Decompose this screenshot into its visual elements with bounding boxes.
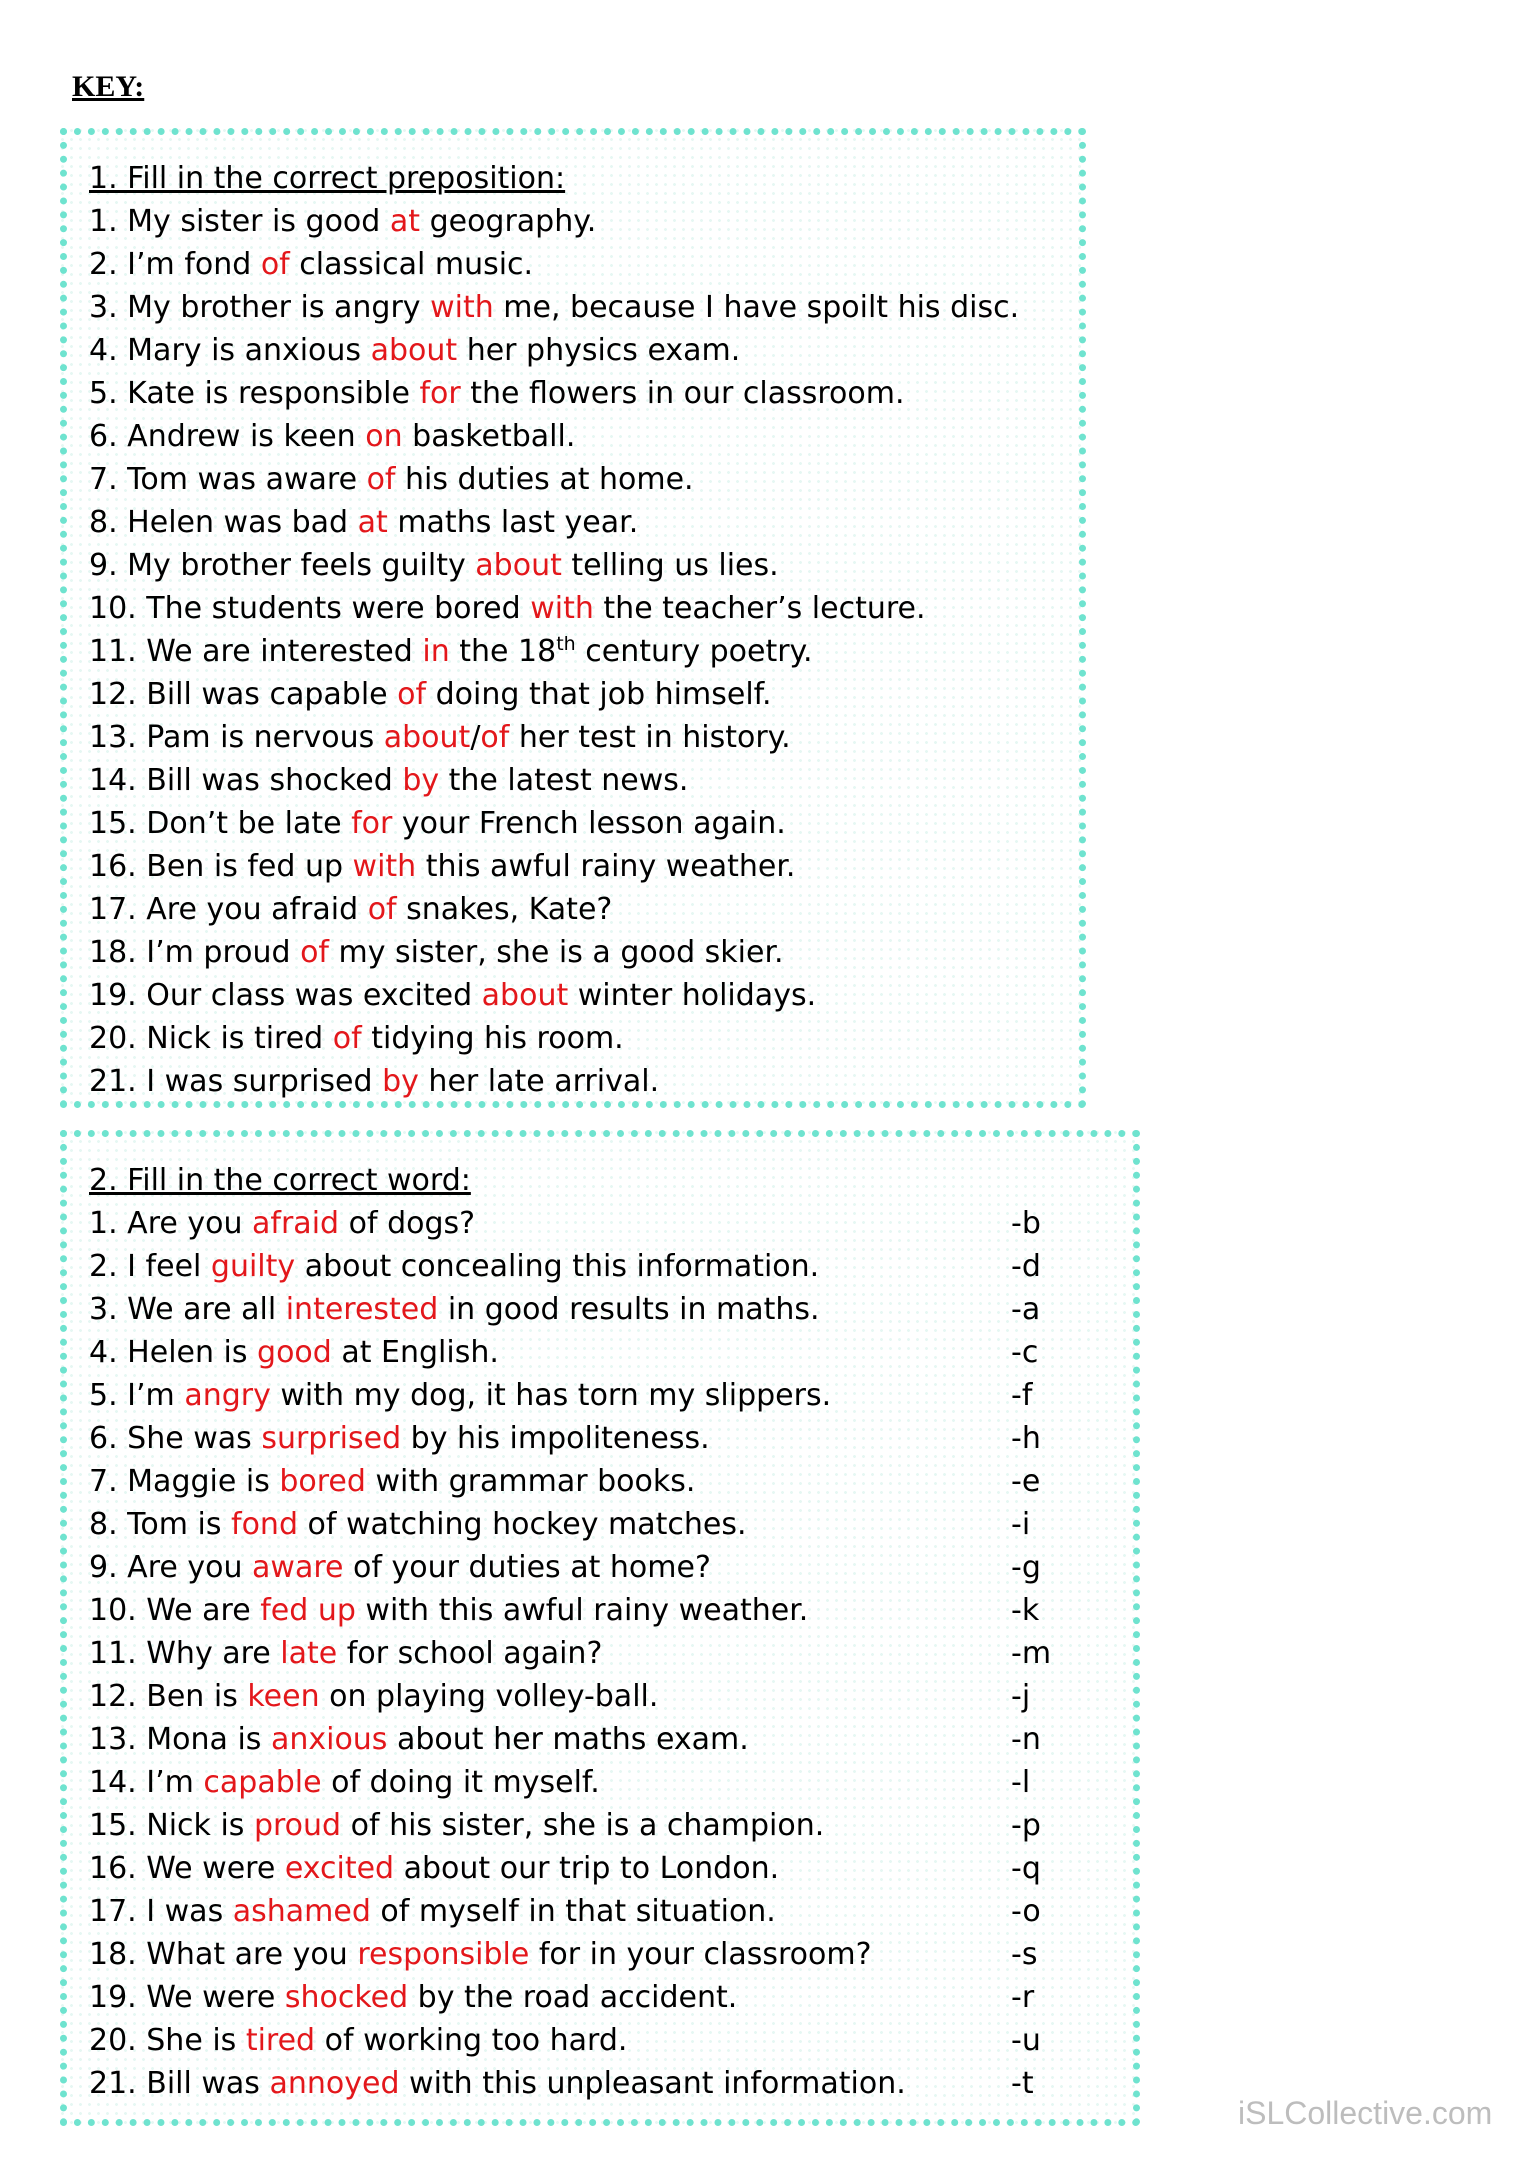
answer-word: at bbox=[357, 505, 388, 540]
answer-word: angry bbox=[184, 1378, 271, 1413]
item-text-after: your French lesson again. bbox=[392, 806, 786, 841]
preposition-answer-list bbox=[89, 200, 1079, 1103]
answer-word: afraid bbox=[252, 1206, 340, 1241]
list-item bbox=[89, 1060, 1079, 1103]
list-item bbox=[89, 1245, 1133, 1288]
list-item bbox=[89, 1804, 1133, 1847]
preposition-exercise-box bbox=[60, 128, 1086, 1108]
answer-word: of bbox=[367, 892, 397, 927]
item-number: 13. bbox=[89, 720, 137, 755]
item-number: 5. bbox=[89, 376, 118, 411]
item-text-after: in good results in maths. bbox=[438, 1292, 820, 1327]
item-text-after: by the road accident. bbox=[408, 1980, 738, 2015]
item-text-before: Are you bbox=[127, 1206, 253, 1241]
ordinal-suffix: th bbox=[556, 633, 576, 655]
list-item bbox=[89, 1017, 1079, 1060]
answer-word: interested bbox=[285, 1292, 439, 1327]
list-item bbox=[89, 845, 1079, 888]
item-text-before: Bill was shocked bbox=[146, 763, 403, 798]
item-number: 16. bbox=[89, 1851, 137, 1886]
list-item bbox=[89, 1331, 1133, 1374]
answer-word: capable bbox=[203, 1765, 322, 1800]
item-text-before: Tom is bbox=[127, 1507, 232, 1542]
item-number: 11. bbox=[89, 1636, 137, 1671]
answer-word: guilty bbox=[210, 1249, 296, 1284]
item-text-after: classical music. bbox=[289, 247, 534, 282]
match-code: -m bbox=[1011, 1636, 1052, 1671]
section2-heading: 2. Fill in the correct word: bbox=[89, 1163, 471, 1198]
item-text-after: doing that job himself. bbox=[426, 677, 772, 712]
item-text-before: Don’t be late bbox=[146, 806, 352, 841]
list-item bbox=[89, 1933, 1133, 1976]
answer-word: about bbox=[481, 978, 569, 1013]
answer-word: bored bbox=[279, 1464, 366, 1499]
answer-word: late bbox=[280, 1636, 338, 1671]
list-item bbox=[89, 759, 1079, 802]
item-text-before: My brother is angry bbox=[127, 290, 431, 325]
list-item bbox=[89, 802, 1079, 845]
list-item bbox=[89, 1460, 1133, 1503]
item-text-after: maths last year. bbox=[387, 505, 639, 540]
answer-word: proud bbox=[253, 1808, 342, 1843]
item-number: 20. bbox=[89, 1021, 137, 1056]
match-code: -c bbox=[1011, 1335, 1039, 1370]
answer-word-alt: of bbox=[480, 720, 510, 755]
item-number: 1. bbox=[89, 1206, 118, 1241]
match-code: -b bbox=[1011, 1206, 1041, 1241]
answer-word: aware bbox=[252, 1550, 344, 1585]
item-text-after: of his sister, she is a champion. bbox=[341, 1808, 825, 1843]
item-number: 7. bbox=[89, 462, 118, 497]
list-item bbox=[89, 329, 1079, 372]
item-text-after: her late arrival. bbox=[418, 1064, 660, 1099]
answer-word: shocked bbox=[284, 1980, 409, 2015]
match-code: -t bbox=[1011, 2066, 1034, 2101]
list-item bbox=[89, 1847, 1133, 1890]
item-number: 6. bbox=[89, 1421, 118, 1456]
item-text-after: about concealing this information. bbox=[295, 1249, 820, 1284]
list-item bbox=[89, 2019, 1133, 2062]
item-text-before: Helen was bad bbox=[127, 505, 358, 540]
item-text-after: of myself in that situation. bbox=[370, 1894, 776, 1929]
item-text-before: We were bbox=[146, 1980, 285, 2015]
item-number: 18. bbox=[89, 1937, 137, 1972]
item-text-before: Helen is bbox=[127, 1335, 258, 1370]
answer-word: for bbox=[419, 376, 461, 411]
item-text-before: I was surprised bbox=[146, 1064, 383, 1099]
item-number: 20. bbox=[89, 2023, 137, 2058]
item-number: 2. bbox=[89, 247, 118, 282]
answer-word: of bbox=[366, 462, 396, 497]
answer-word: about bbox=[383, 720, 471, 755]
list-item bbox=[89, 630, 1079, 673]
item-text-after: at English. bbox=[331, 1335, 499, 1370]
word-answer-list bbox=[89, 1202, 1133, 2105]
item-text-after: his duties at home. bbox=[395, 462, 694, 497]
item-number: 10. bbox=[89, 1593, 137, 1628]
answer-word: with bbox=[530, 591, 594, 626]
item-text-after: about our trip to London. bbox=[394, 1851, 780, 1886]
answer-word: fond bbox=[231, 1507, 298, 1542]
item-text-after: with this awful rainy weather. bbox=[355, 1593, 809, 1628]
item-text-before: What are you bbox=[146, 1937, 358, 1972]
item-text-before: Ben is bbox=[146, 1679, 248, 1714]
item-text-after: about her maths exam. bbox=[387, 1722, 749, 1757]
match-code: -h bbox=[1011, 1421, 1041, 1456]
item-number: 12. bbox=[89, 677, 137, 712]
list-item bbox=[89, 716, 1079, 759]
item-text-before: I feel bbox=[127, 1249, 211, 1284]
answer-word: by bbox=[382, 1064, 419, 1099]
item-text-after: with grammar books. bbox=[365, 1464, 696, 1499]
item-text-before: Kate is responsible bbox=[127, 376, 420, 411]
list-item bbox=[89, 1589, 1133, 1632]
list-item bbox=[89, 1503, 1133, 1546]
answer-word: of bbox=[397, 677, 427, 712]
item-text-after: of your duties at home? bbox=[343, 1550, 711, 1585]
answer-word: at bbox=[389, 204, 421, 239]
answer-word: tired bbox=[245, 2023, 316, 2058]
item-text-after: snakes, Kate? bbox=[396, 892, 613, 927]
item-text-after: by his impoliteness. bbox=[401, 1421, 710, 1456]
item-number: 7. bbox=[89, 1464, 118, 1499]
item-number: 18. bbox=[89, 935, 137, 970]
item-text-after: the 18 bbox=[449, 634, 557, 669]
item-number: 9. bbox=[89, 548, 118, 583]
match-code: -e bbox=[1011, 1464, 1041, 1499]
answer-word: of bbox=[300, 935, 329, 970]
item-text-before: I was bbox=[146, 1894, 233, 1929]
item-text-before: I’m bbox=[146, 1765, 204, 1800]
item-text-after: telling us lies. bbox=[561, 548, 779, 583]
answer-word: for bbox=[351, 806, 393, 841]
item-text-before: Mona is bbox=[146, 1722, 271, 1757]
item-number: 3. bbox=[89, 1292, 118, 1327]
list-item bbox=[89, 1202, 1133, 1245]
item-number: 10. bbox=[89, 591, 137, 626]
match-code: -o bbox=[1011, 1894, 1041, 1929]
item-text-before: I’m fond bbox=[127, 247, 261, 282]
word-exercise-box bbox=[60, 1130, 1140, 2126]
answer-word: surprised bbox=[261, 1421, 402, 1456]
item-text-before: Maggie is bbox=[127, 1464, 280, 1499]
item-text-before: Why are bbox=[146, 1636, 281, 1671]
list-item bbox=[89, 501, 1079, 544]
item-text-after: of watching hockey matches. bbox=[298, 1507, 747, 1542]
item-number: 21. bbox=[89, 2066, 137, 2101]
item-text-end: century poetry. bbox=[575, 634, 813, 669]
list-item bbox=[89, 1890, 1133, 1933]
item-text-after: for school again? bbox=[337, 1636, 603, 1671]
list-item bbox=[89, 286, 1079, 329]
item-text-after: the teacher’s lecture. bbox=[593, 591, 926, 626]
list-item bbox=[89, 1546, 1133, 1589]
match-code: -s bbox=[1011, 1937, 1038, 1972]
list-item bbox=[89, 888, 1079, 931]
match-code: -g bbox=[1011, 1550, 1041, 1585]
answer-word: of bbox=[260, 247, 290, 282]
answer-word: ashamed bbox=[232, 1894, 371, 1929]
item-text-after: her physics exam. bbox=[457, 333, 741, 368]
item-text-after: my sister, she is a good skier. bbox=[329, 935, 784, 970]
item-text-after: with this unpleasant information. bbox=[399, 2066, 906, 2101]
list-item bbox=[89, 243, 1079, 286]
item-text-after: me, because I have spoilt his disc. bbox=[493, 290, 1020, 325]
answer-word: by bbox=[402, 763, 440, 798]
item-number: 8. bbox=[89, 505, 118, 540]
answer-word: fed up bbox=[260, 1593, 356, 1628]
answer-word: in bbox=[422, 634, 450, 669]
list-item bbox=[89, 200, 1079, 243]
item-text-after: on playing volley-ball. bbox=[319, 1679, 659, 1714]
item-number: 17. bbox=[89, 1894, 137, 1929]
item-text-before: We were bbox=[146, 1851, 285, 1886]
match-code: -u bbox=[1011, 2023, 1041, 2058]
list-item bbox=[89, 415, 1079, 458]
item-text-before: Our class was excited bbox=[146, 978, 482, 1013]
match-code: -d bbox=[1011, 1249, 1041, 1284]
match-code: -j bbox=[1011, 1679, 1031, 1714]
item-text-after: this awful rainy weather. bbox=[416, 849, 796, 884]
item-text-before: My sister is good bbox=[127, 204, 390, 239]
list-item bbox=[89, 673, 1079, 716]
match-code: -l bbox=[1011, 1765, 1031, 1800]
key-label: KEY: bbox=[72, 70, 145, 103]
item-text-before: She was bbox=[127, 1421, 262, 1456]
match-code: -r bbox=[1011, 1980, 1035, 2015]
answer-word: about bbox=[475, 548, 562, 583]
item-text-before: Are you bbox=[127, 1550, 253, 1585]
answer-word: good bbox=[257, 1335, 332, 1370]
item-number: 21. bbox=[89, 1064, 137, 1099]
item-text-before: Are you afraid bbox=[146, 892, 368, 927]
item-text-after: the latest news. bbox=[439, 763, 689, 798]
item-text-before: I’m bbox=[127, 1378, 185, 1413]
item-number: 6. bbox=[89, 419, 118, 454]
item-text-before: The students were bored bbox=[146, 591, 531, 626]
answer-word: about bbox=[370, 333, 458, 368]
item-text-before: Bill was bbox=[146, 2066, 270, 2101]
item-number: 16. bbox=[89, 849, 137, 884]
item-text-before: I’m proud bbox=[146, 935, 301, 970]
match-code: -p bbox=[1011, 1808, 1041, 1843]
list-item bbox=[89, 1288, 1133, 1331]
answer-word: with bbox=[352, 849, 417, 884]
item-number: 12. bbox=[89, 1679, 137, 1714]
item-text-after: of working too hard. bbox=[315, 2023, 628, 2058]
item-text-before: Mary is anxious bbox=[127, 333, 371, 368]
list-item bbox=[89, 1374, 1133, 1417]
item-text-before: Nick is tired bbox=[146, 1021, 333, 1056]
item-number: 8. bbox=[89, 1507, 118, 1542]
list-item bbox=[89, 587, 1079, 630]
list-item bbox=[89, 544, 1079, 587]
match-code: -n bbox=[1011, 1722, 1041, 1757]
item-text-before: She is bbox=[146, 2023, 246, 2058]
item-text-after: her test in history. bbox=[509, 720, 791, 755]
item-text-after: with my dog, it has torn my slippers. bbox=[270, 1378, 832, 1413]
item-number: 3. bbox=[89, 290, 118, 325]
answer-word: keen bbox=[247, 1679, 320, 1714]
item-text-after: tidying his room. bbox=[361, 1021, 624, 1056]
match-code: -i bbox=[1011, 1507, 1031, 1542]
item-number: 14. bbox=[89, 763, 137, 798]
section1-heading: 1. Fill in the correct preposition: bbox=[89, 161, 566, 196]
list-item bbox=[89, 1417, 1133, 1460]
list-item bbox=[89, 458, 1079, 501]
item-text-before: We are bbox=[146, 1593, 261, 1628]
answer-word: of bbox=[332, 1021, 362, 1056]
list-item bbox=[89, 372, 1079, 415]
list-item bbox=[89, 2062, 1133, 2105]
list-item bbox=[89, 1976, 1133, 2019]
match-code: -q bbox=[1011, 1851, 1041, 1886]
item-text-after: the flowers in our classroom. bbox=[460, 376, 905, 411]
list-item bbox=[89, 1761, 1133, 1804]
item-number: 13. bbox=[89, 1722, 137, 1757]
item-text-before: Andrew is keen bbox=[127, 419, 366, 454]
item-text-before: Tom was aware bbox=[127, 462, 367, 497]
match-code: -k bbox=[1011, 1593, 1040, 1628]
item-text-after: of dogs? bbox=[339, 1206, 476, 1241]
answer-word: on bbox=[365, 419, 403, 454]
item-number: 17. bbox=[89, 892, 137, 927]
answer-word: anxious bbox=[270, 1722, 388, 1757]
list-item bbox=[89, 931, 1079, 974]
item-number: 14. bbox=[89, 1765, 137, 1800]
item-number: 15. bbox=[89, 1808, 137, 1843]
item-number: 19. bbox=[89, 1980, 137, 2015]
match-code: -a bbox=[1011, 1292, 1041, 1327]
item-number: 2. bbox=[89, 1249, 118, 1284]
item-number: 9. bbox=[89, 1550, 118, 1585]
item-separator: / bbox=[470, 720, 481, 755]
item-text-before: Ben is fed up bbox=[146, 849, 353, 884]
item-number: 5. bbox=[89, 1378, 118, 1413]
item-text-after: geography. bbox=[420, 204, 597, 239]
answer-word: with bbox=[430, 290, 494, 325]
item-text-before: We are interested bbox=[146, 634, 423, 669]
list-item bbox=[89, 1718, 1133, 1761]
item-text-after: winter holidays. bbox=[568, 978, 817, 1013]
match-code: -f bbox=[1011, 1378, 1033, 1413]
item-text-before: Nick is bbox=[146, 1808, 254, 1843]
item-number: 1. bbox=[89, 204, 118, 239]
list-item bbox=[89, 1675, 1133, 1718]
item-number: 4. bbox=[89, 1335, 118, 1370]
list-item bbox=[89, 1632, 1133, 1675]
item-number: 11. bbox=[89, 634, 137, 669]
answer-word: excited bbox=[284, 1851, 395, 1886]
item-text-after: of doing it myself. bbox=[321, 1765, 600, 1800]
item-number: 19. bbox=[89, 978, 137, 1013]
answer-word: responsible bbox=[357, 1937, 530, 1972]
item-text-before: My brother feels guilty bbox=[127, 548, 476, 583]
item-number: 4. bbox=[89, 333, 118, 368]
watermark-logo: iSLCollective.com bbox=[1238, 2095, 1493, 2131]
item-text-after: basketball. bbox=[402, 419, 576, 454]
item-text-before: Pam is nervous bbox=[146, 720, 384, 755]
item-text-after: for in your classroom? bbox=[529, 1937, 872, 1972]
answer-word: annoyed bbox=[269, 2066, 400, 2101]
list-item bbox=[89, 974, 1079, 1017]
item-text-before: Bill was capable bbox=[146, 677, 398, 712]
item-text-before: We are all bbox=[127, 1292, 286, 1327]
item-number: 15. bbox=[89, 806, 137, 841]
